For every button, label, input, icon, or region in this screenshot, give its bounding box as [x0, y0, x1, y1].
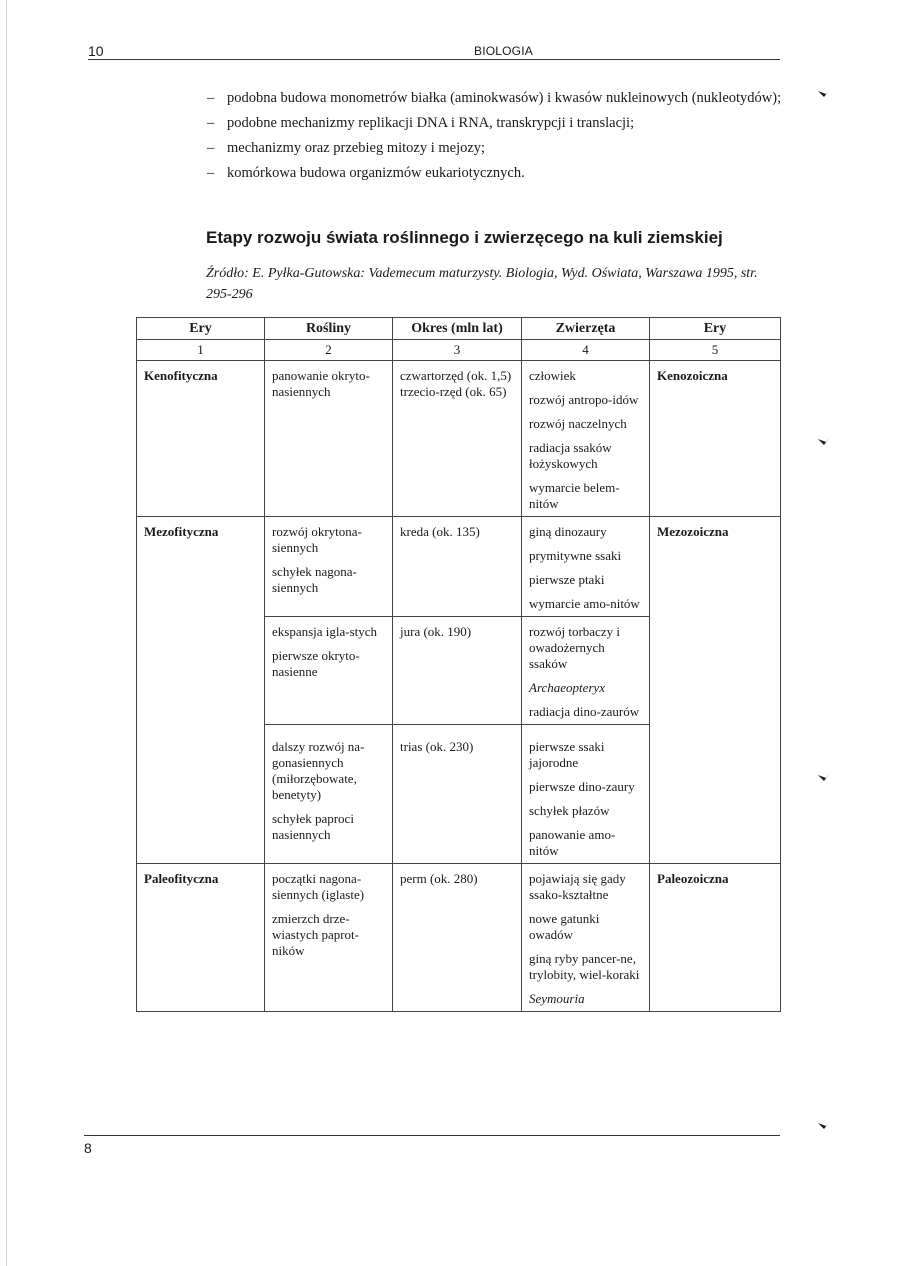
animals-item: giną ryby pancer-ne, trylobity, wiel-koraki: [529, 951, 640, 982]
animals-cell: [522, 517, 650, 617]
era-right-cell: Kenozoiczna: [650, 361, 781, 517]
animals-item: pierwsze ptaki: [529, 572, 605, 587]
plants-item: schyłek nagona-siennych: [272, 564, 357, 595]
bullet-item: – komórkowa budowa organizmów eukariotycznych.: [206, 163, 786, 183]
era-right-cell: Mezozoiczna: [650, 517, 781, 864]
header-rule: [88, 59, 780, 60]
animals-item: pierwsze ssaki jajorodne: [529, 739, 605, 770]
col-number: 1: [137, 340, 265, 361]
animals-cell: [522, 361, 650, 517]
period-cell: [393, 517, 522, 617]
table-row: [137, 517, 781, 617]
period-cell: [393, 361, 522, 517]
plants-cell: [265, 617, 393, 725]
section-heading: Etapy rozwoju świata roślinnego i zwierzęcego na kuli ziemskiej: [206, 228, 723, 247]
period-text: trias (ok. 230): [400, 739, 474, 754]
plants-cell: [265, 517, 393, 617]
bullet-list: [206, 88, 786, 188]
margin-mark-icon: [817, 772, 831, 784]
period-cell: [393, 617, 522, 725]
evolution-table: [136, 317, 781, 1012]
table-row: [137, 864, 781, 1012]
animals-cell: [522, 864, 650, 1012]
animals-item: nowe gatunki owadów: [529, 911, 600, 942]
plants-item: dalszy rozwój na-gonasiennych (miłorzębowate, benetyty): [272, 739, 365, 802]
plants-cell: [265, 864, 393, 1012]
era-right-cell: Paleozoiczna: [650, 864, 781, 1012]
margin-mark-icon: [817, 88, 831, 100]
animals-cell: [522, 617, 650, 725]
col-number: 4: [522, 340, 650, 361]
animals-item: giną dinozaury: [529, 524, 607, 539]
period-cell: [393, 725, 522, 864]
footer-page-number: 8: [84, 1140, 92, 1156]
animals-item: wymarcie amo-nitów: [529, 596, 640, 611]
plants-cell: [265, 361, 393, 517]
plants-item: panowanie okryto-nasiennych: [272, 368, 370, 399]
col-header-eras-left: Ery: [137, 318, 265, 340]
period-text: kreda (ok. 135): [400, 524, 480, 539]
animals-item: pojawiają się gady ssako-kształtne: [529, 871, 626, 902]
col-header-period: Okres (mln lat): [393, 318, 522, 340]
col-number: 2: [265, 340, 393, 361]
col-header-eras-right: Ery: [650, 318, 781, 340]
animals-item: prymitywne ssaki: [529, 548, 622, 563]
plants-item: zmierzch drze-wiastych paprot-ników: [272, 911, 360, 958]
source-citation: Źródło: E. Pyłka-Gutowska: Vademecum maturzysty. Biologia, Wyd. Oświata, Warszawa 1995, str. 295-296: [206, 266, 758, 302]
plants-cell: [265, 725, 393, 864]
bullet-item: – podobna budowa monometrów białka (aminokwasów) i kwasów nukleinowych (nukleotydów);: [206, 88, 786, 108]
plants-item: początki nagona-siennych (iglaste): [272, 871, 365, 902]
animals-item: Archaeopteryx: [529, 680, 606, 695]
animals-item: pierwsze dino-zaury: [529, 779, 635, 794]
plants-item: ekspansja igla-stych: [272, 624, 378, 639]
era-left-cell: Mezofityczna: [137, 517, 265, 864]
animals-item: radiacja ssaków łożyskowych: [529, 440, 612, 471]
period-text: jura (ok. 190): [400, 624, 472, 639]
animals-item: Seymouria: [529, 991, 585, 1006]
animals-item: wymarcie belem-nitów: [529, 480, 620, 511]
plants-item: rozwój okrytona-siennych: [272, 524, 362, 555]
bullet-item: – mechanizmy oraz przebieg mitozy i mejozy;: [206, 138, 786, 158]
col-number: 5: [650, 340, 781, 361]
col-number: 3: [393, 340, 522, 361]
margin-mark-icon: [817, 436, 831, 448]
era-left-cell: Kenofityczna: [137, 361, 265, 517]
table-row: [137, 361, 781, 517]
plants-item: schyłek paproci nasiennych: [272, 811, 354, 842]
col-header-animals: Zwierzęta: [522, 318, 650, 340]
scan-edge-line: [6, 0, 7, 1266]
header-title: BIOLOGIA: [474, 44, 533, 58]
header-page-number: 10: [88, 43, 104, 59]
animals-item: rozwój antropo-idów: [529, 392, 639, 407]
table-header-row: [137, 318, 781, 340]
period-text: perm (ok. 280): [400, 871, 478, 886]
animals-cell: [522, 725, 650, 864]
margin-mark-icon: [817, 1120, 831, 1132]
col-header-plants: Rośliny: [265, 318, 393, 340]
animals-item: panowanie amo-nitów: [529, 827, 616, 858]
animals-item: schyłek płazów: [529, 803, 610, 818]
column-number-row: [137, 340, 781, 361]
animals-item: człowiek: [529, 368, 576, 383]
animals-item: rozwój torbaczy i owadożernych ssaków: [529, 624, 620, 671]
animals-item: rozwój naczelnych: [529, 416, 627, 431]
footer-rule: [84, 1135, 780, 1136]
period-cell: [393, 864, 522, 1012]
era-left-cell: Paleofityczna: [137, 864, 265, 1012]
bullet-item: – podobne mechanizmy replikacji DNA i RNA, transkrypcji i translacji;: [206, 113, 786, 133]
period-text: czwartorzęd (ok. 1,5) trzecio-rzęd (ok. 65): [400, 368, 512, 399]
plants-item: pierwsze okryto-nasienne: [272, 648, 360, 679]
animals-item: radiacja dino-zaurów: [529, 704, 640, 719]
